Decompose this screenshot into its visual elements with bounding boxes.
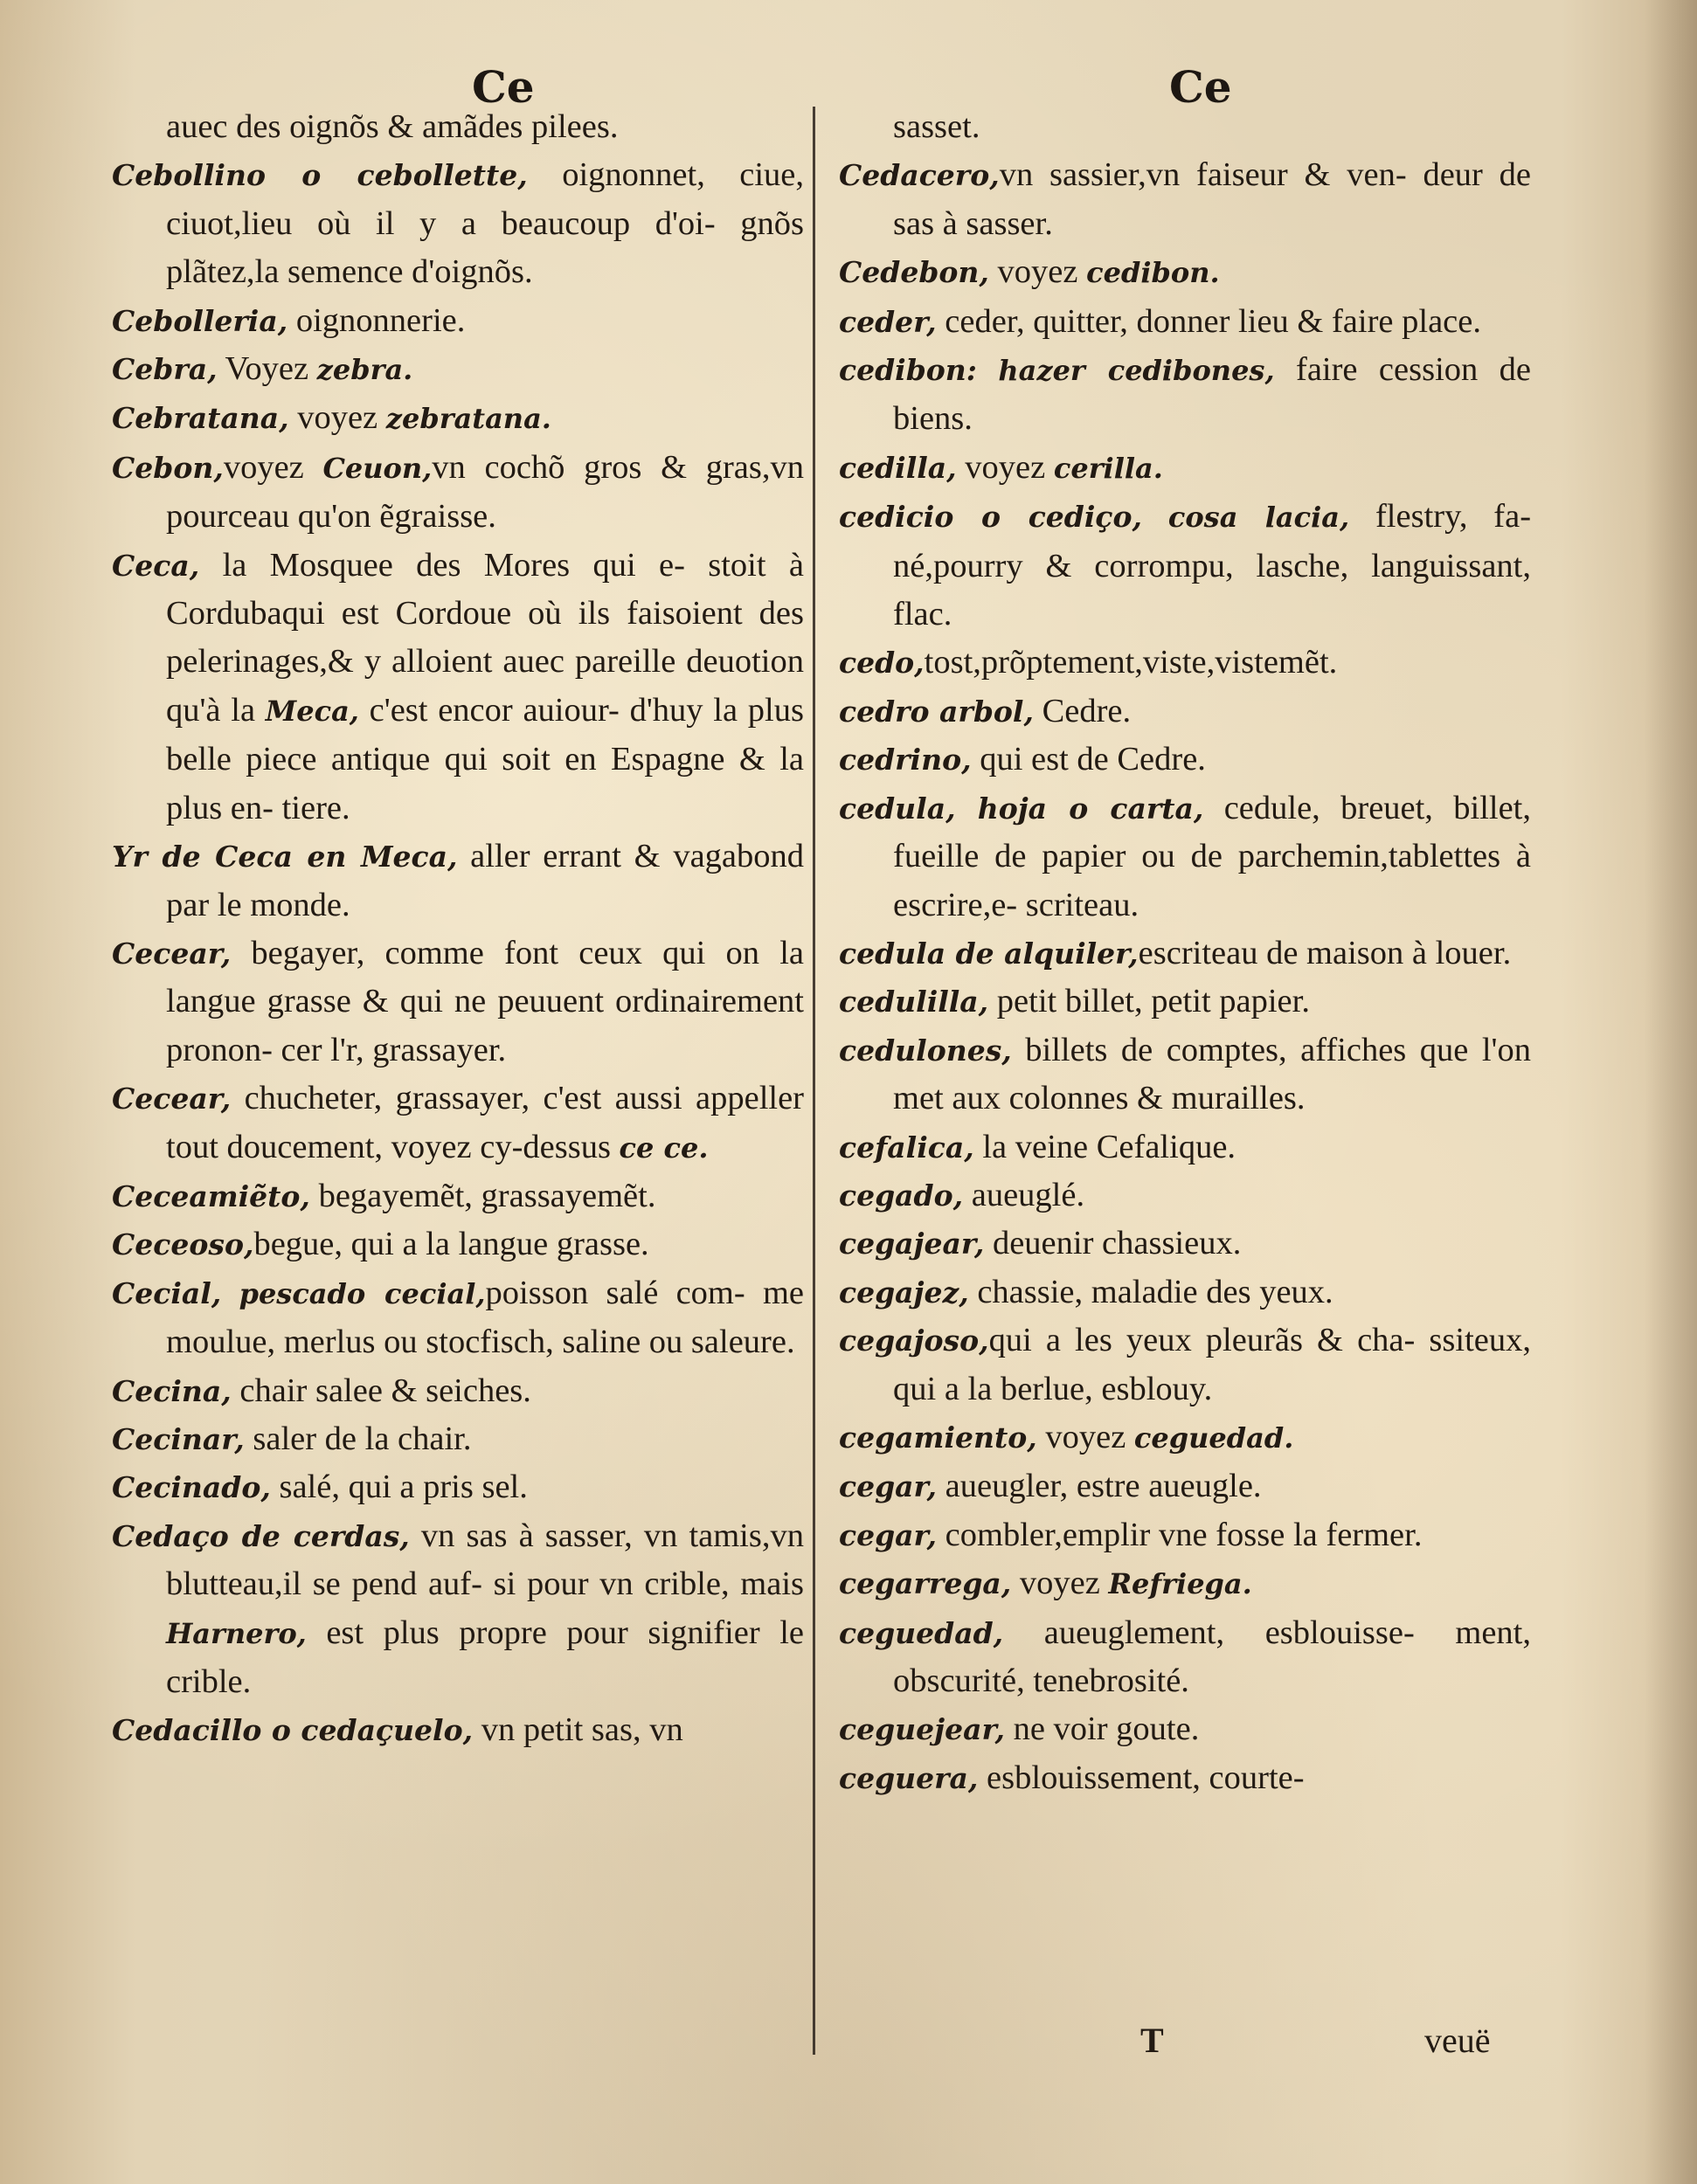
headword: Cecinado, <box>112 1470 271 1505</box>
definition-text: oignonnerie. <box>287 301 466 339</box>
headword: cedrino, <box>839 743 972 778</box>
italic-term: pescado cecial, <box>239 1276 486 1310</box>
headword: cegar, <box>839 1517 938 1552</box>
dictionary-entry <box>112 1367 804 1415</box>
definition-text: begayer, comme font ceux qui on la langue grasse & qui ne peuuent ordinairement pronon- cer l'r, grassayer. <box>166 934 804 1068</box>
definition-text <box>977 351 998 388</box>
headword: cedula de alquiler, <box>839 936 1139 971</box>
dictionary-entry <box>839 346 1531 444</box>
headword: cegajez, <box>839 1275 969 1310</box>
definition-text: salé, qui a pris sel. <box>270 1469 528 1506</box>
headword: cedo, <box>839 646 925 681</box>
headword: Yr de Ceca en Meca, <box>112 840 458 874</box>
dictionary-entry <box>112 1706 804 1754</box>
definition-text: escriteau de maison à louer. <box>1138 934 1512 971</box>
headword: Cebolleria, <box>112 303 288 338</box>
dictionary-entry <box>839 1268 1531 1317</box>
italic-term: Harnero, <box>166 1616 307 1650</box>
italic-term: hazer cedibones, <box>998 354 1275 388</box>
headword: Cedebon, <box>839 255 989 290</box>
definition-text: esblouissement, courte- <box>978 1759 1305 1796</box>
running-header-right: Ce <box>1169 61 1232 113</box>
headword: Cebratana, <box>112 401 289 436</box>
headword: cedilla, <box>839 450 957 485</box>
headword: cedibon: <box>839 353 977 388</box>
definition-text: chair salee & seiches. <box>231 1372 531 1409</box>
signature-mark: T <box>1140 2021 1164 2060</box>
headword: Cedaço de cerdas, <box>112 1518 410 1553</box>
definition-text: chucheter, grassayer, c'est aussi appeller tout doucement, voyez cy-dessus <box>166 1080 804 1165</box>
dictionary-entry <box>839 1413 1531 1462</box>
definition-text: voyez <box>288 399 386 437</box>
headword: cefalica, <box>839 1130 974 1165</box>
headword: Cecear, <box>112 1082 232 1116</box>
italic-term: cerilla. <box>1053 451 1163 485</box>
headword: Ceceamiẽto, <box>112 1178 310 1213</box>
definition-text: poisson salé com- me moulue, merlus ou stocfisch, saline ou saleure. <box>166 1274 804 1361</box>
dictionary-entry <box>112 1172 804 1220</box>
italic-term: ce ce. <box>619 1130 709 1165</box>
dictionary-entry <box>112 151 804 296</box>
dictionary-entry <box>112 297 804 345</box>
dictionary-entry <box>839 248 1531 297</box>
definition-text: Cedre. <box>1033 692 1132 729</box>
dictionary-entry <box>839 1705 1531 1753</box>
italic-term: cosa lacia, <box>1167 501 1350 535</box>
dictionary-entry <box>839 151 1531 248</box>
definition-text: voyez <box>988 253 1087 291</box>
headword: Cecinar, <box>112 1421 245 1456</box>
headword: cedicio o cediço, <box>839 500 1143 535</box>
italic-term: Refriega. <box>1108 1567 1252 1601</box>
headword: cedulilla, <box>839 985 989 1019</box>
dictionary-entry <box>839 1754 1531 1802</box>
dictionary-entry <box>112 1463 804 1511</box>
dictionary-entry <box>839 736 1531 784</box>
definition-text: deuenir chassieux. <box>984 1225 1242 1262</box>
dictionary-entry <box>839 1511 1531 1559</box>
italic-term: Ceuon, <box>322 451 433 485</box>
headword: cegajoso, <box>839 1324 989 1358</box>
italic-term: Meca, <box>265 694 359 728</box>
headword: Cecial, <box>112 1275 222 1310</box>
definition-text: auec des oignõs & amãdes pilees. <box>166 108 619 145</box>
italic-term: cedibon. <box>1086 256 1220 290</box>
headword: cegado, <box>839 1178 964 1213</box>
definition-text: cedule, breuet, billet, fueille de papier ou de parchemin,tablettes à escrire,e- scriteau. <box>893 789 1531 923</box>
headword: ceguejear, <box>839 1712 1005 1747</box>
definition-text: ne voir goute. <box>1004 1711 1200 1748</box>
continuation-text <box>839 103 1531 151</box>
dictionary-entry <box>839 688 1531 736</box>
continuation-text <box>112 103 804 151</box>
definition-text: aller errant & vagabond par le monde. <box>166 838 804 923</box>
dictionary-entry <box>839 298 1531 346</box>
headword: Cebon, <box>112 450 224 485</box>
definition-text: faire cession de biens. <box>893 351 1532 438</box>
definition-text: Voyez <box>217 350 317 388</box>
definition-text: aueuglement, esblouisse- ment, obscurité, tenebrosité. <box>893 1614 1531 1699</box>
headword: cegajear, <box>839 1227 985 1261</box>
headword: cedro arbol, <box>839 694 1034 729</box>
dictionary-entry <box>112 444 804 542</box>
dictionary-entry <box>839 1171 1531 1220</box>
dictionary-entry <box>112 1512 804 1707</box>
dictionary-entry <box>839 1026 1531 1123</box>
dictionary-entry <box>839 493 1531 639</box>
definition-text: billets de comptes, affiches que l'on met aux colonnes & murailles. <box>893 1031 1531 1117</box>
dictionary-entry <box>112 930 804 1075</box>
dictionary-entry <box>839 784 1531 930</box>
dictionary-entry <box>112 1075 804 1172</box>
right-column <box>839 103 1531 1802</box>
headword: cedulones, <box>839 1033 1012 1068</box>
definition-text: vn cochõ gros & gras,vn pourceau qu'on ẽgraisse. <box>166 448 804 536</box>
definition-text: qui est de Cedre. <box>971 741 1206 778</box>
definition-text: la Mosquee des Mores qui e- stoit à Cordubaqui est Cordoue où ils faisoient des pelerinages,& y alloient auec pareille deuotion qu'à la <box>166 546 804 729</box>
definition-text: voyez <box>956 448 1054 486</box>
definition-text: voyez <box>223 448 323 486</box>
definition-text: chassie, maladie des yeux. <box>968 1273 1333 1310</box>
headword: cedula, hoja o carta, <box>839 791 1204 826</box>
headword: Ceca, <box>112 548 200 583</box>
definition-text <box>221 1275 239 1311</box>
definition-text: qui a les yeux pleurãs & cha- ssiteux, qui a la berlue, esblouy. <box>893 1322 1531 1407</box>
definition-text: oignonnet, ciue, ciuot,lieu où il y a beaucoup d'oi- gnõs plãtez,la semence d'oignõs. <box>166 156 804 291</box>
dictionary-entry <box>112 833 804 930</box>
italic-term: ceguedad. <box>1133 1420 1294 1455</box>
italic-term: zebra. <box>316 353 413 387</box>
definition-text: ceder, quitter, donner lieu & faire place. <box>936 302 1481 340</box>
definition-text <box>1142 498 1168 535</box>
catchword: veuë <box>1424 2021 1491 2060</box>
dictionary-entry <box>839 444 1531 493</box>
headword: cegarrega, <box>839 1566 1012 1601</box>
left-column <box>112 103 804 1755</box>
headword: cegamiento, <box>839 1420 1037 1455</box>
definition-text: c'est encor auiour- d'huy la plus belle piece antique qui soit en Espagne & la plus en- tiere. <box>166 691 804 826</box>
headword: ceguera, <box>839 1760 979 1795</box>
dictionary-entry <box>112 1220 804 1268</box>
dictionary-entry <box>839 1220 1531 1268</box>
dictionary-entry <box>839 1462 1531 1510</box>
dictionary-entry <box>112 394 804 443</box>
definition-text: vn sas à sasser, vn tamis,vn blutteau,il se pend auf- si pour vn crible, mais <box>166 1517 804 1603</box>
definition-text: vn petit sas, vn <box>473 1711 683 1749</box>
definition-text: voyez <box>1036 1418 1134 1455</box>
definition-text: combler,emplir vne fosse la fermer. <box>937 1516 1423 1553</box>
headword: Cedacero, <box>839 158 1000 193</box>
headword: Cecear, <box>112 936 232 971</box>
headword: Cedacillo o cedaçuelo, <box>112 1713 474 1748</box>
headword: cegar, <box>839 1469 938 1504</box>
page-edge-shadow <box>1645 0 1697 2184</box>
definition-text: vn sassier,vn faiseur & ven- deur de sas à sasser. <box>893 156 1531 242</box>
headword: ceguedad, <box>839 1615 1004 1650</box>
definition-text: saler de la chair. <box>244 1420 472 1457</box>
definition-text: begue, qui a la langue grasse. <box>253 1226 649 1263</box>
dictionary-entry <box>112 542 804 833</box>
dictionary-entry <box>839 1317 1531 1413</box>
italic-term: zebratana. <box>385 402 551 436</box>
definition-text: petit billet, petit papier. <box>988 983 1310 1020</box>
headword: Cebollino o cebollette, <box>112 158 528 193</box>
dictionary-entry <box>839 639 1531 687</box>
dictionary-entry <box>112 1269 804 1367</box>
dictionary-entry <box>839 1559 1531 1608</box>
definition-text: est plus propre pour signifier le crible. <box>166 1614 804 1700</box>
definition-text: tost,prõptement,viste,vistemẽt. <box>924 644 1338 681</box>
headword: Cebra, <box>112 352 218 387</box>
definition-text: la veine Cefalique. <box>973 1128 1236 1165</box>
running-header-left: Ce <box>472 61 535 113</box>
column-divider <box>813 107 815 2055</box>
definition-text: aueugler, estre aueugle. <box>937 1468 1262 1505</box>
dictionary-entry <box>839 1123 1531 1171</box>
headword: Ceceoso, <box>112 1227 254 1262</box>
headword: ceder, <box>839 304 937 339</box>
dictionary-entry <box>839 978 1531 1026</box>
dictionary-entry <box>112 345 804 394</box>
definition-text: aueuglé. <box>963 1176 1085 1213</box>
definition-text: flestry, fa- né,pourry & corrompu, lasche, languissant, flac. <box>893 498 1532 633</box>
definition-text: voyez <box>1011 1565 1109 1602</box>
headword: Cecina, <box>112 1373 232 1408</box>
definition-text: sasset. <box>893 108 980 145</box>
dictionary-entry <box>839 930 1531 978</box>
dictionary-entry <box>112 1415 804 1463</box>
dictionary-entry <box>839 1609 1531 1706</box>
definition-text: begayemẽt, grassayemẽt. <box>309 1177 656 1214</box>
